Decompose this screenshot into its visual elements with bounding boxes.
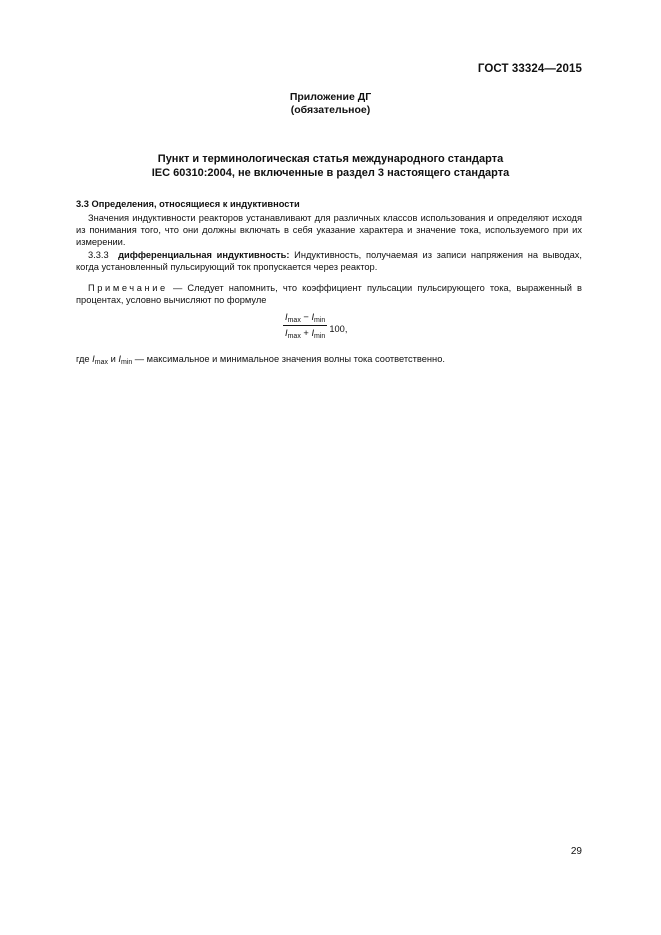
page-number: 29	[570, 846, 582, 857]
annex-heading	[0, 91, 661, 117]
annex-title	[0, 152, 661, 180]
annex-title-line1: Пункт и терминологическая статья международного стандарта	[157, 153, 504, 165]
ripple-formula	[283, 312, 347, 340]
section-heading: 3.3 Определения, относящиеся к индуктивности	[76, 199, 300, 209]
formula-denominator: $I_{max} + I_{min}$	[285, 328, 326, 340]
annex-label: Приложение ДГ	[289, 91, 372, 103]
standard-code: ГОСТ 33324—2015	[477, 63, 582, 75]
formula-numerator: $I_{max} - I_{min}$	[285, 312, 326, 324]
term-entry	[76, 249, 582, 273]
note-text: — Следует напомнить, что коэффициент пульсации пульсирующего тока, выраженный в процентах, условно вычисляют по формуле	[76, 283, 582, 306]
formula-fraction	[283, 312, 327, 340]
term-number: 3.3.3	[88, 250, 109, 260]
annex-status: (обязательное)	[290, 104, 371, 116]
term-definition: Индуктивность, получаемая из записи напряжения на выводах, когда установленный пульсирующий ток пропускается через реактор.	[76, 250, 582, 273]
term-name: дифференциальная индуктивность:	[118, 250, 290, 260]
note	[76, 282, 582, 306]
section-paragraph: Значения индуктивности реакторов устанавливают для различных классов использования и определяют исходя из понимания того, что они должны включать в себя указание характера и значение тока, используемого при их измерении.	[76, 213, 582, 248]
annex-title-line2: IEC 60310:2004, не включенные в раздел 3 настоящего стандарта	[151, 167, 510, 179]
formula-multiplier: 100,	[329, 324, 348, 334]
note-label: Примечание	[88, 283, 168, 293]
formula-explanation: где $I_{max}$ и $I_{min}$ — максимальное и минимальное значения волны тока соответственно.	[76, 354, 445, 366]
